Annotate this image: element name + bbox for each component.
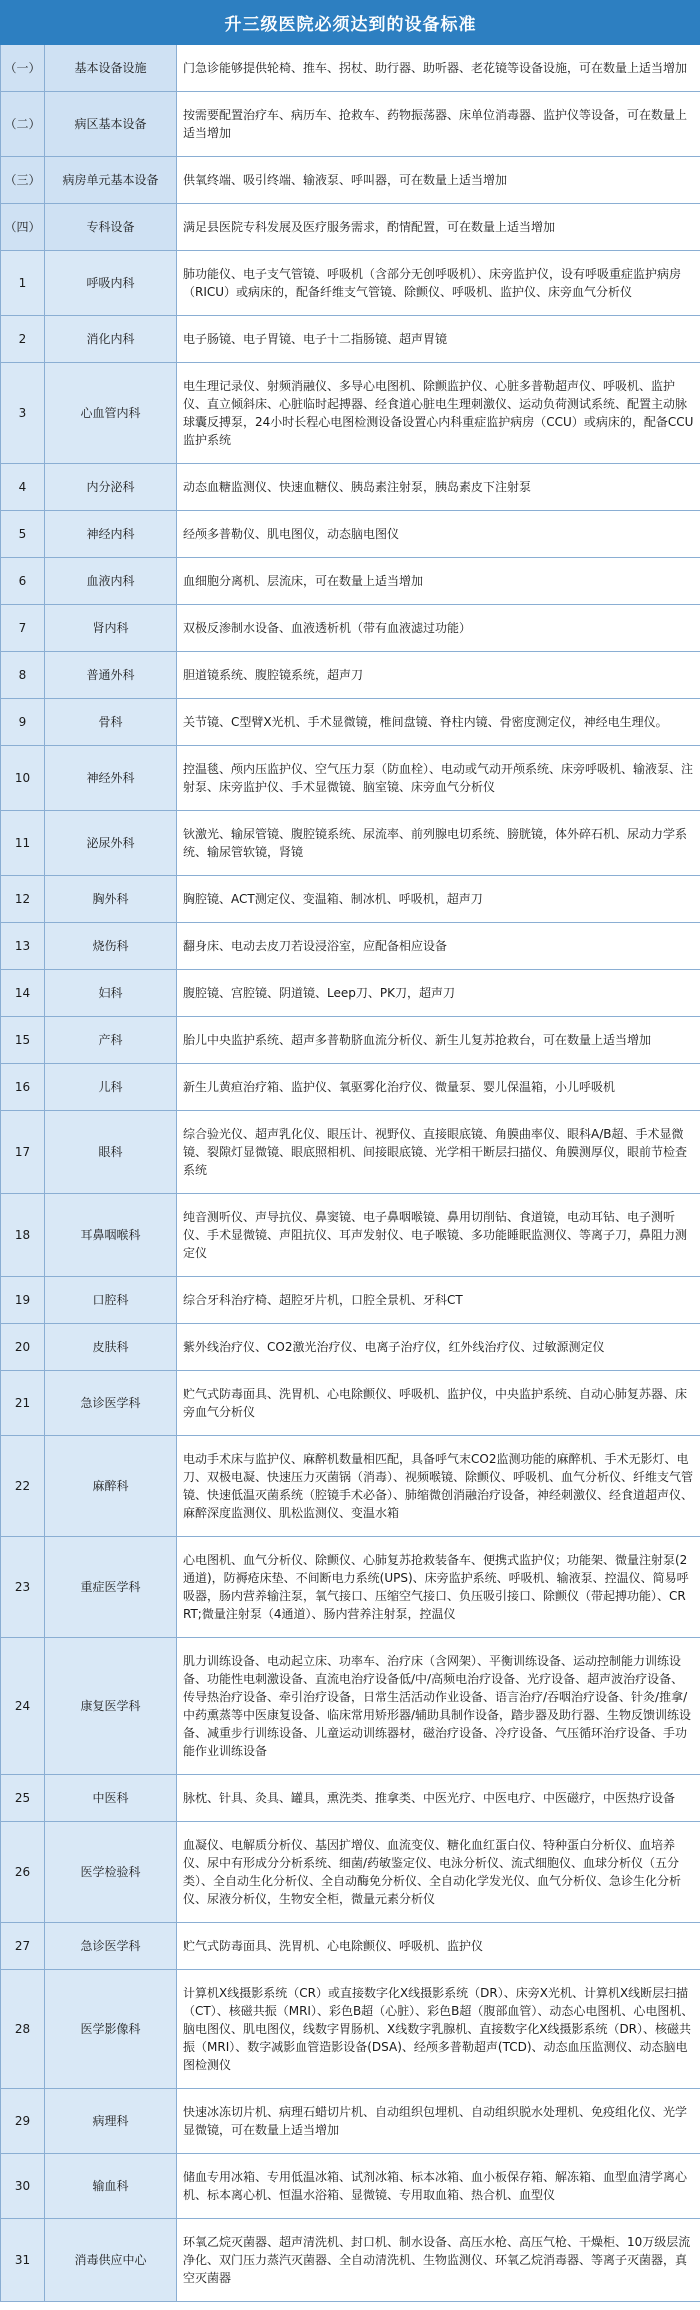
row-number-cell: 8	[1, 652, 45, 699]
table-row	[1, 970, 700, 1017]
table-row	[1, 1111, 700, 1194]
table-row	[1, 45, 700, 92]
department-name-cell: 医学检验科	[45, 1822, 177, 1923]
equipment-list-cell: 储血专用冰箱、专用低温冰箱、试剂冰箱、标本冰箱、血小板保存箱、解冻箱、血型血清学离心机、标本离心机、恒温水浴箱、显微镜、专用取血箱、热合机、血型仪	[177, 2154, 700, 2219]
row-number-cell: 15	[1, 1017, 45, 1064]
row-number-cell: （三）	[1, 157, 45, 204]
department-name-cell: 消毒供应中心	[45, 2219, 177, 2302]
department-name-cell: 专科设备	[45, 204, 177, 251]
equipment-list-cell: 贮气式防毒面具、洗胃机、心电除颤仪、呼吸机、监护仪	[177, 1923, 700, 1970]
row-number-cell: 26	[1, 1822, 45, 1923]
table-row	[1, 1822, 700, 1923]
department-name-cell: 病区基本设备	[45, 92, 177, 157]
table-body	[1, 45, 700, 2302]
table-row	[1, 251, 700, 316]
table-row	[1, 157, 700, 204]
equipment-list-cell: 综合验光仪、超声乳化仪、眼压计、视野仪、直接眼底镜、角膜曲率仪、眼科A/B超、手术显微镜、裂隙灯显微镜、眼底照相机、间接眼底镜、光学相干断层扫描仪、角膜测厚仪，眼前节检查系统	[177, 1111, 700, 1194]
title-row	[1, 1, 700, 45]
department-name-cell: 烧伤科	[45, 923, 177, 970]
table-row	[1, 605, 700, 652]
table-row	[1, 1064, 700, 1111]
equipment-list-cell: 脉枕、针具、灸具、罐具，熏洗类、推拿类、中医光疗、中医电疗、中医磁疗，中医热疗设备	[177, 1775, 700, 1822]
row-number-cell: 1	[1, 251, 45, 316]
equipment-list-cell: 电子肠镜、电子胃镜、电子十二指肠镜、超声胃镜	[177, 316, 700, 363]
table-row	[1, 1436, 700, 1537]
equipment-list-cell: 新生儿黄疸治疗箱、监护仪、氧驱雾化治疗仪、微量泵、婴儿保温箱，小儿呼吸机	[177, 1064, 700, 1111]
department-name-cell: 病房单元基本设备	[45, 157, 177, 204]
department-name-cell: 耳鼻咽喉科	[45, 1194, 177, 1277]
table-row	[1, 811, 700, 876]
row-number-cell: 22	[1, 1436, 45, 1537]
department-name-cell: 急诊医学科	[45, 1371, 177, 1436]
department-name-cell: 口腔科	[45, 1277, 177, 1324]
department-name-cell: 眼科	[45, 1111, 177, 1194]
table-row	[1, 1970, 700, 2089]
table-row	[1, 652, 700, 699]
department-name-cell: 麻醉科	[45, 1436, 177, 1537]
row-number-cell: 25	[1, 1775, 45, 1822]
department-name-cell: 中医科	[45, 1775, 177, 1822]
equipment-list-cell: 计算机X线摄影系统（CR）或直接数字化X线摄影系统（DR）、床旁X光机、计算机X线断层扫描（CT）、核磁共振（MRI）、彩色B超（心脏）、彩色B超（腹部血管）、动态心电图机、心电图机、脑电图仪、肌电图仪，线数字胃肠机、X线数字乳腺机、直接数字化X线摄影系统（DR）、核磁共振（MRI）、数字减影血管造影设备(DSA)、经颅多普勒超声(TCD)、动态血压监测仪、动态脑电图检测仪	[177, 1970, 700, 2089]
department-name-cell: 产科	[45, 1017, 177, 1064]
equipment-list-cell: 胸腔镜、ACT测定仪、变温箱、制冰机、呼吸机，超声刀	[177, 876, 700, 923]
department-name-cell: 医学影像科	[45, 1970, 177, 2089]
table-row	[1, 923, 700, 970]
equipment-list-cell: 电动手术床与监护仪、麻醉机数量相匹配，具备呼气末CO2监测功能的麻醉机、手术无影灯、电刀、双极电凝、快速压力灭菌锅（消毒）、视频喉镜、除颤仪、呼吸机、血气分析仪、纤维支气管镜、快速低温灭菌系统（腔镜手术必备）、肺缩微创消融治疗设备，神经刺激仪、经食道超声仪、麻醉深度监测仪、肌松监测仪、变温水箱	[177, 1436, 700, 1537]
table-row	[1, 204, 700, 251]
row-number-cell: 10	[1, 746, 45, 811]
row-number-cell: 17	[1, 1111, 45, 1194]
table-row	[1, 363, 700, 464]
row-number-cell: 6	[1, 558, 45, 605]
equipment-list-cell: 满足县医院专科发展及医疗服务需求，酌情配置，可在数量上适当增加	[177, 204, 700, 251]
department-name-cell: 妇科	[45, 970, 177, 1017]
department-name-cell: 基本设备设施	[45, 45, 177, 92]
equipment-list-cell: 纯音测听仪、声导抗仪、鼻窦镜、电子鼻咽喉镜、鼻用切削钻、食道镜，电动耳钻、电子测听仪、手术显微镜、声阻抗仪、耳声发射仪、电子喉镜、多功能睡眠监测仪、等离子刀，鼻阻力测定仪	[177, 1194, 700, 1277]
row-number-cell: 7	[1, 605, 45, 652]
row-number-cell: 30	[1, 2154, 45, 2219]
row-number-cell: 16	[1, 1064, 45, 1111]
equipment-list-cell: 电生理记录仪、射频消融仪、多导心电图机、除颤监护仪、心脏多普勒超声仪、呼吸机、监护仪、直立倾斜床、心脏临时起搏器、经食道心脏电生理刺激仪、运动负荷测试系统、配置主动脉球囊反搏泵，24小时长程心电图检测设备设置心内科重症监护病房（CCU）或病床的，配备CCU监护系统	[177, 363, 700, 464]
table-row	[1, 316, 700, 363]
department-name-cell: 重症医学科	[45, 1537, 177, 1638]
row-number-cell: 27	[1, 1923, 45, 1970]
equipment-list-cell: 按需要配置治疗车、病历车、抢救车、药物振荡器、床单位消毒器、监护仪等设备，可在数量上适当增加	[177, 92, 700, 157]
department-name-cell: 心血管内科	[45, 363, 177, 464]
equipment-list-cell: 心电图机、血气分析仪、除颤仪、心肺复苏抢救装备车、便携式监护仪；功能架、微量注射泵(2通道)，防褥疮床垫、不间断电力系统(UPS)、床旁监护系统、呼吸机、输液泵、控温仪、简易呼吸器，肠内营养输注泵，氧气接口、压缩空气接口、负压吸引接口、除颤仪（带起搏功能）、CRRT;微量注射泵（4通道）、肠内营养注射泵，控温仪	[177, 1537, 700, 1638]
row-number-cell: （二）	[1, 92, 45, 157]
equipment-list-cell: 钬激光、输尿管镜、腹腔镜系统、尿流率、前列腺电切系统、膀胱镜，体外碎石机、尿动力学系统、输尿管软镜，肾镜	[177, 811, 700, 876]
equipment-list-cell: 胆道镜系统、腹腔镜系统，超声刀	[177, 652, 700, 699]
department-name-cell: 急诊医学科	[45, 1923, 177, 1970]
equipment-list-cell: 胎儿中央监护系统、超声多普勒脐血流分析仪、新生儿复苏抢救台，可在数量上适当增加	[177, 1017, 700, 1064]
table-row	[1, 1638, 700, 1775]
row-number-cell: 20	[1, 1324, 45, 1371]
equipment-list-cell: 翻身床、电动去皮刀若设浸浴室，应配备相应设备	[177, 923, 700, 970]
equipment-list-cell: 供氧终端、吸引终端、输液泵、呼叫器，可在数量上适当增加	[177, 157, 700, 204]
department-name-cell: 康复医学科	[45, 1638, 177, 1775]
row-number-cell: （四）	[1, 204, 45, 251]
row-number-cell: 24	[1, 1638, 45, 1775]
equipment-list-cell: 血细胞分离机、层流床，可在数量上适当增加	[177, 558, 700, 605]
department-name-cell: 内分泌科	[45, 464, 177, 511]
equipment-list-cell: 经颅多普勒仪、肌电图仪，动态脑电图仪	[177, 511, 700, 558]
table-row	[1, 511, 700, 558]
table-row	[1, 1775, 700, 1822]
equipment-list-cell: 环氧乙烷灭菌器、超声清洗机、封口机、制水设备、高压水枪、高压气枪、干燥柜、10万级层流净化、双门压力蒸汽灭菌器、全自动清洗机、生物监测仪、环氧乙烷消毒器、等离子灭菌器，真空灭菌器	[177, 2219, 700, 2302]
equipment-list-cell: 快速冰冻切片机、病理石蜡切片机、自动组织包埋机、自动组织脱水处理机、免疫组化仪、光学显微镜，可在数量上适当增加	[177, 2089, 700, 2154]
department-name-cell: 骨科	[45, 699, 177, 746]
equipment-list-cell: 肌力训练设备、电动起立床、功率车、治疗床（含网架）、平衡训练设备、运动控制能力训练设备、功能性电刺激设备、直流电治疗设备低/中/高频电治疗设备、光疗设备、超声波治疗设备、传导热治疗设备、牵引治疗设备，日常生活活动作业设备、语言治疗/吞咽治疗设备、针灸/推拿/中药熏蒸等中医康复设备、临床常用矫形器/辅助具制作设备，踏步器及助行器、生物反馈训练设备、减重步行训练设备、儿童运动训练器材，磁治疗设备、冷疗设备、气压循环治疗设备、手功能作业训练设备	[177, 1638, 700, 1775]
row-number-cell: 21	[1, 1371, 45, 1436]
table-row	[1, 92, 700, 157]
department-name-cell: 神经外科	[45, 746, 177, 811]
table-row	[1, 1277, 700, 1324]
department-name-cell: 神经内科	[45, 511, 177, 558]
department-name-cell: 肾内科	[45, 605, 177, 652]
row-number-cell: 3	[1, 363, 45, 464]
row-number-cell: 4	[1, 464, 45, 511]
row-number-cell: 5	[1, 511, 45, 558]
department-name-cell: 胸外科	[45, 876, 177, 923]
page-title: 升三级医院必须达到的设备标准	[1, 1, 700, 45]
table-row	[1, 2219, 700, 2302]
row-number-cell: 28	[1, 1970, 45, 2089]
department-name-cell: 普通外科	[45, 652, 177, 699]
table-row	[1, 1194, 700, 1277]
table-row	[1, 1017, 700, 1064]
table-row	[1, 1923, 700, 1970]
table-row	[1, 1537, 700, 1638]
row-number-cell: 31	[1, 2219, 45, 2302]
department-name-cell: 消化内科	[45, 316, 177, 363]
row-number-cell: 13	[1, 923, 45, 970]
row-number-cell: 23	[1, 1537, 45, 1638]
department-name-cell: 儿科	[45, 1064, 177, 1111]
table-row	[1, 699, 700, 746]
row-number-cell: 12	[1, 876, 45, 923]
table-row	[1, 464, 700, 511]
row-number-cell: 19	[1, 1277, 45, 1324]
equipment-list-cell: 控温毯、颅内压监护仪、空气压力泵（防血栓）、电动或气动开颅系统、床旁呼吸机、输液泵、注射泵、床旁监护仪、手术显微镜、脑室镜、床旁血气分析仪	[177, 746, 700, 811]
table-row	[1, 2089, 700, 2154]
equipment-list-cell: 紫外线治疗仪、CO2激光治疗仪、电离子治疗仪，红外线治疗仪、过敏源测定仪	[177, 1324, 700, 1371]
equipment-list-cell: 双极反渗制水设备、血液透析机（带有血液滤过功能）	[177, 605, 700, 652]
table-row	[1, 1371, 700, 1436]
row-number-cell: 2	[1, 316, 45, 363]
row-number-cell: 18	[1, 1194, 45, 1277]
table-row	[1, 746, 700, 811]
department-name-cell: 呼吸内科	[45, 251, 177, 316]
equipment-list-cell: 综合牙科治疗椅、超腔牙片机，口腔全景机、牙科CT	[177, 1277, 700, 1324]
equipment-list-cell: 肺功能仪、电子支气管镜、呼吸机（含部分无创呼吸机）、床旁监护仪，设有呼吸重症监护病房（RICU）或病床的，配备纤维支气管镜、除颤仪、呼吸机、监护仪、床旁血气分析仪	[177, 251, 700, 316]
table-row	[1, 2154, 700, 2219]
equipment-list-cell: 动态血糖监测仪、快速血糖仪、胰岛素注射泵，胰岛素皮下注射泵	[177, 464, 700, 511]
equipment-list-cell: 关节镜、C型臂X光机、手术显微镜，椎间盘镜、脊柱内镜、骨密度测定仪，神经电生理仪。	[177, 699, 700, 746]
table-row	[1, 876, 700, 923]
department-name-cell: 泌尿外科	[45, 811, 177, 876]
row-number-cell: 11	[1, 811, 45, 876]
table-row	[1, 558, 700, 605]
department-name-cell: 输血科	[45, 2154, 177, 2219]
row-number-cell: 14	[1, 970, 45, 1017]
row-number-cell: （一）	[1, 45, 45, 92]
department-name-cell: 病理科	[45, 2089, 177, 2154]
equipment-list-cell: 贮气式防毒面具、洗胃机、心电除颤仪、呼吸机、监护仪，中央监护系统、自动心肺复苏器、床旁血气分析仪	[177, 1371, 700, 1436]
equipment-list-cell: 血凝仪、电解质分析仪、基因扩增仪、血流变仪、糖化血红蛋白仪、特种蛋白分析仪、血培养仪、尿中有形成分分析系统、细菌/药敏鉴定仪、电泳分析仪、流式细胞仪、血球分析仪（五分类）、全自动生化分析仪、全自动酶免分析仪、全自动化学发光仪、血气分析仪、急诊生化分析仪、尿液分析仪，生物安全柜，微量元素分析仪	[177, 1822, 700, 1923]
department-name-cell: 皮肤科	[45, 1324, 177, 1371]
equipment-list-cell: 门急诊能够提供轮椅、推车、拐杖、助行器、助听器、老花镜等设备设施，可在数量上适当增加	[177, 45, 700, 92]
equipment-list-cell: 腹腔镜、宫腔镜、阴道镜、Leep刀、PK刀，超声刀	[177, 970, 700, 1017]
row-number-cell: 9	[1, 699, 45, 746]
department-name-cell: 血液内科	[45, 558, 177, 605]
table-row	[1, 1324, 700, 1371]
row-number-cell: 29	[1, 2089, 45, 2154]
